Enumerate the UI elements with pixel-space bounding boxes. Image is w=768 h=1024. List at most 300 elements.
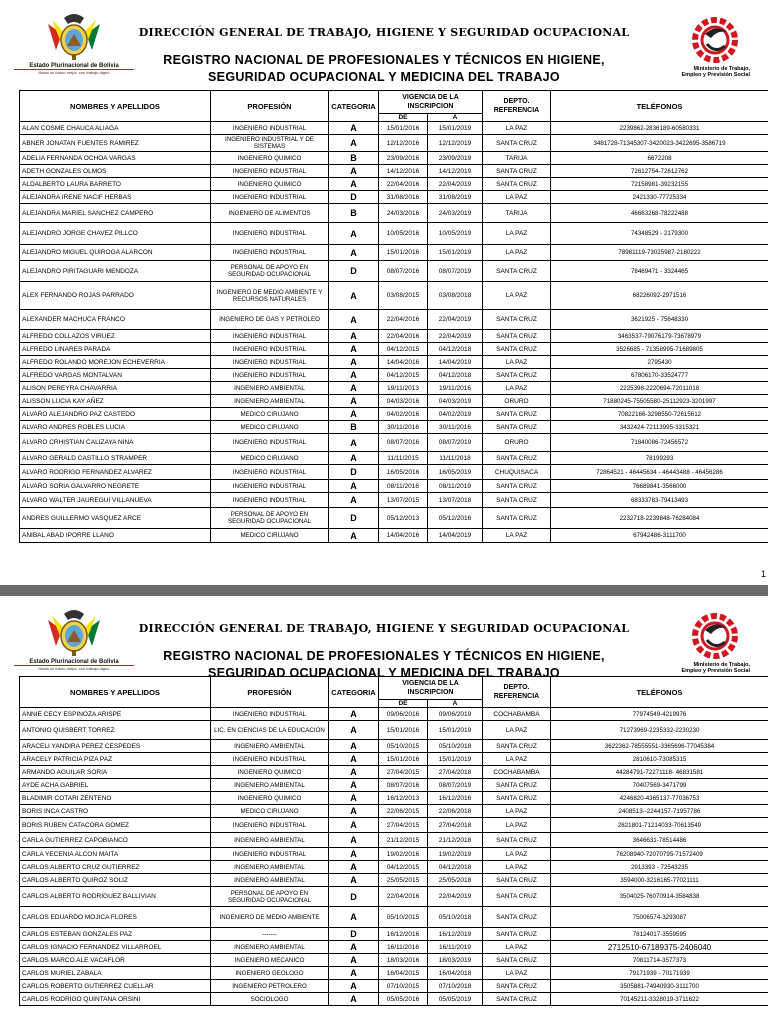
cell-depto: SANTA CRUZ (483, 779, 551, 792)
table-row (20, 818, 768, 833)
table-row (20, 805, 768, 818)
cell-a: 08/07/2019 (428, 434, 483, 452)
table-row (20, 191, 768, 204)
table-row (20, 993, 768, 1006)
table-row (20, 980, 768, 993)
cell-categoria: A (329, 792, 379, 805)
registry-table-page-2 (19, 676, 768, 1006)
cell-profesion: INGENIERO INDUSTRIAL (211, 165, 329, 178)
cell-telefonos: 71273969-2235332-2230230 (551, 721, 768, 740)
table-row (20, 928, 768, 941)
cell-telefonos: 3646631-78514486 (551, 833, 768, 848)
cell-profesion: INGENIERO INDUSTRIAL (211, 330, 329, 343)
cell-depto: LA PAZ (483, 753, 551, 766)
cell-depto: SANTA CRUZ (483, 928, 551, 941)
cell-name: CARLOS RODRIGO QUINTANA ORSINI (20, 993, 211, 1006)
cell-name: ARACELY PATRICIA PIZA PAZ (20, 753, 211, 766)
table-row (20, 465, 768, 480)
cell-depto: CHUQUISACA (483, 465, 551, 480)
cell-a: 04/02/2019 (428, 408, 483, 421)
cell-de: 15/01/2016 (379, 721, 428, 740)
cell-depto: LA PAZ (483, 122, 551, 135)
cell-name: ALDALBERTO LAURA BARRETO (20, 178, 211, 191)
cell-depto: LA PAZ (483, 282, 551, 310)
cell-a: 11/11/2018 (428, 452, 483, 465)
cell-a: 15/01/2019 (428, 721, 483, 740)
cell-de: 15/01/2016 (379, 245, 428, 261)
registry-table-page-1 (19, 90, 768, 543)
cell-depto: LA PAZ (483, 941, 551, 954)
cell-de: 19/02/2016 (379, 848, 428, 861)
cell-de: 19/11/2013 (379, 382, 428, 395)
cell-telefonos: 2712510-67189375-2406040 (551, 941, 768, 954)
cell-categoria: D (329, 928, 379, 941)
cell-depto: SANTA CRUZ (483, 508, 551, 529)
cell-categoria: D (329, 887, 379, 907)
cell-telefonos: 2232718-2239848-76284084 (551, 508, 768, 529)
cell-telefonos: 67942486-3111700 (551, 529, 768, 543)
cell-a: 19/11/2016 (428, 382, 483, 395)
cell-a: 22/04/2019 (428, 330, 483, 343)
cell-depto: SANTA CRUZ (483, 135, 551, 152)
cell-de: 10/05/2016 (379, 223, 428, 245)
cell-profesion: INGENIERO MECANICO (211, 954, 329, 967)
ministry-line-1: Ministerio de Trabajo, (693, 66, 750, 72)
cell-name: CARLOS ALBERTO CRUZ GUTIERREZ (20, 861, 211, 874)
page-header (0, 0, 768, 92)
cell-de: 08/07/2016 (379, 779, 428, 792)
cell-depto: SANTA CRUZ (483, 493, 551, 508)
cell-a: 19/02/2019 (428, 848, 483, 861)
table-row (20, 369, 768, 382)
cell-categoria: A (329, 434, 379, 452)
table-row (20, 356, 768, 369)
cell-categoria: A (329, 310, 379, 330)
cell-de: 15/01/2016 (379, 122, 428, 135)
cell-a: 04/03/2019 (428, 395, 483, 408)
cell-name: ALVARO ALEJANDRO PAZ CASTEDO (20, 408, 211, 421)
cell-categoria: A (329, 907, 379, 928)
cell-telefonos: 72158981-39232155 (551, 178, 768, 191)
cell-categoria: A (329, 708, 379, 721)
cell-telefonos: 44284791-72271118- 46831581 (551, 766, 768, 779)
cell-telefonos: 3622362-78555551-3365696-77045384 (551, 740, 768, 753)
table-row (20, 165, 768, 178)
cell-telefonos: 68226092-2971516 (551, 282, 768, 310)
cell-profesion: INGENIERO QUIMICO (211, 792, 329, 805)
page-header (0, 596, 768, 688)
cell-de: 16/11/2016 (379, 941, 428, 954)
cell-name: BLADIMIR COTARI ZENTENO (20, 792, 211, 805)
cell-telefonos: 3505881-74940930-3111700 (551, 980, 768, 993)
cell-profesion: INGENIERO DE ALIMENTOS (211, 204, 329, 223)
cell-categoria: A (329, 529, 379, 543)
cell-de: 16/12/2016 (379, 928, 428, 941)
col-de: DE (379, 700, 428, 708)
cell-a: 22/04/2019 (428, 310, 483, 330)
table-row (20, 740, 768, 753)
cell-depto: LA PAZ (483, 967, 551, 980)
cell-depto: SANTA CRUZ (483, 165, 551, 178)
cell-profesion: INGENIERO INDUSTRIAL (211, 434, 329, 452)
cell-name: ABNER JONATAN FUENTES RAMIREZ (20, 135, 211, 152)
cell-telefonos: 3621925 - 75648330 (551, 310, 768, 330)
cell-name: BORIS INCA CASTRO (20, 805, 211, 818)
cell-profesion: INGENIERO INDUSTRIAL (211, 848, 329, 861)
col-a: A (428, 114, 483, 122)
table-row (20, 954, 768, 967)
cell-profesion: INGENIERO AMBIENTAL (211, 740, 329, 753)
cell-de: 22/04/2016 (379, 330, 428, 343)
cell-categoria: A (329, 493, 379, 508)
table-row (20, 508, 768, 529)
estado-label: Estado Plurinacional de Bolivia (14, 63, 134, 70)
cell-depto: TARIJA (483, 152, 551, 165)
registry-rows-page-1 (20, 122, 768, 543)
table-row (20, 874, 768, 887)
cell-depto: SANTA CRUZ (483, 887, 551, 907)
cell-name: ANTONIO QUISBERT TORREZ (20, 721, 211, 740)
cell-de: 16/05/2016 (379, 465, 428, 480)
vigencia-line-1: VIGENCIA DE LA (402, 680, 459, 687)
col-telefonos: TELÉFONOS (551, 91, 768, 122)
cell-a: 22/04/2019 (428, 887, 483, 907)
cell-profesion: INGENIERO DE MEDIO AMBIENTE (211, 907, 329, 928)
cell-a: 16/04/2018 (428, 967, 483, 980)
cell-name: CARLOS MURIEL ZABALA (20, 967, 211, 980)
cell-name: ALEXANDER MACHUCA FRANCO (20, 310, 211, 330)
cell-depto: SANTA CRUZ (483, 740, 551, 753)
page-number: 1 (760, 569, 766, 579)
table-row (20, 395, 768, 408)
estado-label: Estado Plurinacional de Bolivia (14, 659, 134, 666)
cell-depto: SANTA CRUZ (483, 452, 551, 465)
cell-a: 07/10/2018 (428, 980, 483, 993)
cell-depto: LA PAZ (483, 529, 551, 543)
col-vigencia (379, 677, 483, 700)
depto-line-2: REFERENCIA (493, 107, 540, 114)
cell-depto: LA PAZ (483, 223, 551, 245)
cell-name: ALAN COSME CHAUCA ALIAGA (20, 122, 211, 135)
cell-telefonos: 2421330-77725334 (551, 191, 768, 204)
cell-categoria: B (329, 421, 379, 434)
cell-depto: LA PAZ (483, 805, 551, 818)
direccion-title: DIRECCIÓN GENERAL DE TRABAJO, HIGIENE Y SEGURIDAD OCUPACIONAL (138, 622, 630, 635)
cell-profesion: INGENIERO AMBIENTAL (211, 382, 329, 395)
col-vigencia (379, 91, 483, 114)
cell-profesion: PERSONAL DE APOYO EN SEGURIDAD OCUPACIONAL (211, 261, 329, 282)
cell-profesion: INGENIERO QUIMICO (211, 766, 329, 779)
cell-telefonos: 2408513--2244157-71957786 (551, 805, 768, 818)
cell-name: ALEJANDRO MIGUEL QUIROGA ALARCON (20, 245, 211, 261)
cell-a: 14/04/2019 (428, 529, 483, 543)
cell-categoria: A (329, 122, 379, 135)
cell-telefonos: 2821801-71214033-70613549 (551, 818, 768, 833)
cell-categoria: A (329, 480, 379, 493)
table-row (20, 779, 768, 792)
cell-telefonos: 71840086-72456572 (551, 434, 768, 452)
cell-telefonos: 75006574-3293087 (551, 907, 768, 928)
cell-profesion: INGENIERO AMBIENTAL (211, 941, 329, 954)
cell-a: 14/12/2019 (428, 165, 483, 178)
cell-a: 22/06/2018 (428, 805, 483, 818)
cell-name: ALFREDO LINARES PARADA (20, 343, 211, 356)
cell-de: 15/01/2016 (379, 753, 428, 766)
col-nombres: NOMBRES Y APELLIDOS (20, 91, 211, 122)
cell-de: 05/05/2016 (379, 993, 428, 1006)
cell-profesion: INGENIERO INDUSTRIAL (211, 191, 329, 204)
cell-profesion: INGENIERO INDUSTRIAL (211, 493, 329, 508)
cell-a: 31/08/2019 (428, 191, 483, 204)
registro-title (0, 52, 768, 86)
cell-de: 23/09/2016 (379, 152, 428, 165)
cell-name: ALFREDO ROLANDO MOREJON ECHEVERRIA (20, 356, 211, 369)
cell-a: 12/12/2019 (428, 135, 483, 152)
cell-a: 13/07/2018 (428, 493, 483, 508)
cell-telefonos: 74348529 - 2179300 (551, 223, 768, 245)
cell-a: 16/12/2016 (428, 792, 483, 805)
registro-line-1: REGISTRO NACIONAL DE PROFESIONALES Y TÉCNICOS EN HIGIENE, (163, 649, 605, 663)
cell-de: 24/03/2016 (379, 204, 428, 223)
ministry-logo (680, 610, 750, 674)
table-row (20, 434, 768, 452)
cell-categoria: A (329, 941, 379, 954)
cell-a: 18/03/2019 (428, 954, 483, 967)
cell-depto: SANTA CRUZ (483, 421, 551, 434)
cell-de: 27/04/2015 (379, 766, 428, 779)
cell-de: 04/02/2016 (379, 408, 428, 421)
cell-a: 08/07/2019 (428, 261, 483, 282)
cell-depto: SANTA CRUZ (483, 310, 551, 330)
cell-a: 14/04/2019 (428, 356, 483, 369)
cell-telefonos: 70822166-3298550-72615612 (551, 408, 768, 421)
cell-profesion: INGENIERO INDUSTRIAL (211, 245, 329, 261)
cell-name: ALEJANDRO JORGE CHAVEZ PILLCO (20, 223, 211, 245)
cell-name: ANIBAL ABAD IPORRE LLANO (20, 529, 211, 543)
cell-de: 05/12/2013 (379, 508, 428, 529)
cell-a: 03/08/2018 (428, 282, 483, 310)
cell-depto: ORURO (483, 395, 551, 408)
table-row (20, 152, 768, 165)
cell-a: 27/04/2018 (428, 818, 483, 833)
cell-depto: SANTA CRUZ (483, 330, 551, 343)
cell-categoria: A (329, 993, 379, 1006)
cell-a: 30/11/2016 (428, 421, 483, 434)
registro-line-1: REGISTRO NACIONAL DE PROFESIONALES Y TÉCNICOS EN HIGIENE, (163, 53, 605, 67)
table-row (20, 261, 768, 282)
table-row (20, 753, 768, 766)
col-categoria: CATEGORIA (329, 91, 379, 122)
cell-categoria: A (329, 805, 379, 818)
ministry-line-2: Empleo y Previsión Social (681, 668, 750, 674)
cell-categoria: A (329, 967, 379, 980)
table-row (20, 382, 768, 395)
cell-a: 04/12/2018 (428, 343, 483, 356)
cell-telefonos: 68333783-79413493 (551, 493, 768, 508)
cell-de: 04/12/2015 (379, 343, 428, 356)
cell-categoria: A (329, 833, 379, 848)
cell-de: 27/04/2015 (379, 818, 428, 833)
cell-depto: SANTA CRUZ (483, 993, 551, 1006)
cell-name: CARLOS MARCO ALE VACAFLOR (20, 954, 211, 967)
cell-categoria: B (329, 152, 379, 165)
cell-profesion: PERSONAL DE APOYO EN SEGURIDAD OCUPACIONAL (211, 887, 329, 907)
col-profesion: PROFESIÓN (211, 91, 329, 122)
cell-name: ALVARO GERALD CASTILLO STRAMPER (20, 452, 211, 465)
ministry-logo (680, 14, 750, 78)
cell-telefonos: 78469471 - 3324465 (551, 261, 768, 282)
cell-depto: SANTA CRUZ (483, 178, 551, 191)
cell-categoria: A (329, 740, 379, 753)
cell-profesion: MEDICO CIRUJANO (211, 408, 329, 421)
col-de: DE (379, 114, 428, 122)
cell-de: 16/12/2013 (379, 792, 428, 805)
cell-categoria: D (329, 261, 379, 282)
cell-profesion: INGENIERO AMBIENTAL (211, 833, 329, 848)
cell-telefonos: 78124017-3559595 (551, 928, 768, 941)
cell-name: ALEJANDRO PIRITAGUARI MENDOZA (20, 261, 211, 282)
cell-name: CARLOS ALBERTO RODRIGUEZ BALLIVIAN (20, 887, 211, 907)
cell-name: ALFREDO COLLAZOS VIRUEZ (20, 330, 211, 343)
cell-name: AYDE ACHA GABRIEL (20, 779, 211, 792)
cell-telefonos: 3463537-79076179-73678979 (551, 330, 768, 343)
cell-telefonos: 72864521 - 46445634 - 46443488 - 46456286 (551, 465, 768, 480)
vigencia-line-2: INSCRIPCION (407, 103, 454, 110)
cell-telefonos: 79171939 - 70171939 (551, 967, 768, 980)
cell-a: 09/06/2019 (428, 708, 483, 721)
cell-profesion: INGENIERO INDUSTRIAL (211, 343, 329, 356)
cell-depto: SANTA CRUZ (483, 874, 551, 887)
cell-de: 16/04/2015 (379, 967, 428, 980)
cell-categoria: A (329, 980, 379, 993)
cell-profesion: INGENIERO QUIMICO (211, 178, 329, 191)
cell-telefonos: 78981119-73025987-2180222 (551, 245, 768, 261)
cell-de: 22/04/2016 (379, 887, 428, 907)
cell-categoria: A (329, 178, 379, 191)
cell-de: 22/04/2016 (379, 310, 428, 330)
lema-label: Hacia un futuro mejor, con trabajo digno (38, 70, 110, 75)
cell-profesion: INGENIERO INDUSTRIAL (211, 753, 329, 766)
table-row (20, 310, 768, 330)
cell-profesion: ------- (211, 928, 329, 941)
cell-profesion: INGENIERO DE MEDIO AMBIENTE Y RECURSOS NATURALES (211, 282, 329, 310)
col-depto (483, 91, 551, 122)
table-row (20, 529, 768, 543)
cell-de: 18/03/2016 (379, 954, 428, 967)
cell-de: 08/11/2016 (379, 480, 428, 493)
col-categoria: CATEGORIA (329, 677, 379, 708)
ministry-line-2: Empleo y Previsión Social (681, 72, 750, 78)
table-row (20, 480, 768, 493)
cell-depto: LA PAZ (483, 382, 551, 395)
cell-de: 25/05/2015 (379, 874, 428, 887)
cell-name: CARLOS ROBERTO GUTIERREZ CUELLAR (20, 980, 211, 993)
cell-categoria: A (329, 223, 379, 245)
cell-depto: SANTA CRUZ (483, 954, 551, 967)
cell-depto: LA PAZ (483, 356, 551, 369)
cell-de: 09/06/2016 (379, 708, 428, 721)
cell-name: ALVARO WALTER JAUREGUI VILLANUEVA (20, 493, 211, 508)
cell-profesion: INGENIERO INDUSTRIAL Y DE SISTEMAS (211, 135, 329, 152)
table-row (20, 122, 768, 135)
ministry-gear-icon (687, 14, 743, 64)
cell-profesion: INGENIERO AMBIENTAL (211, 861, 329, 874)
cell-depto: SANTA CRUZ (483, 408, 551, 421)
cell-telefonos: 70145211-3328019-3711622 (551, 993, 768, 1006)
cell-de: 08/07/2016 (379, 261, 428, 282)
cell-depto: LA PAZ (483, 848, 551, 861)
cell-de: 05/10/2015 (379, 740, 428, 753)
cell-name: ALISON PEREYRA CHAVARRIA (20, 382, 211, 395)
cell-name: ALEJANDRA MARIEL SANCHEZ CAMPERO (20, 204, 211, 223)
cell-a: 25/05/2018 (428, 874, 483, 887)
cell-a: 08/07/2019 (428, 779, 483, 792)
cell-a: 04/12/2018 (428, 861, 483, 874)
cell-a: 24/03/2019 (428, 204, 483, 223)
cell-name: ALVARO SORIA GALVARRO NEGRETE (20, 480, 211, 493)
table-row (20, 848, 768, 861)
cell-profesion: INGENIERO INDUSTRIAL (211, 223, 329, 245)
cell-telefonos: 4246820-4365137-77036753 (551, 792, 768, 805)
cell-name: CARLOS ESTEBAN GONZALES PAZ (20, 928, 211, 941)
cell-telefonos: 3481728-71345307-3420023-3422695-3586719 (551, 135, 768, 152)
cell-categoria: D (329, 465, 379, 480)
cell-profesion: MEDICO CIRUJANO (211, 421, 329, 434)
cell-categoria: A (329, 343, 379, 356)
cell-depto: SANTA CRUZ (483, 369, 551, 382)
registro-line-2: SEGURIDAD OCUPACIONAL Y MEDICINA DEL TRABAJO (208, 666, 560, 680)
cell-name: ALVARO CRHISTIAN CALIZAYA NINA (20, 434, 211, 452)
table-row (20, 452, 768, 465)
cell-depto: ORURO (483, 434, 551, 452)
col-telefonos: TELÉFONOS (551, 677, 768, 708)
table-row (20, 721, 768, 740)
table-row (20, 493, 768, 508)
cell-name: ANNIE CECY ESPINOZA ARISPE (20, 708, 211, 721)
cell-profesion: INGENIERO INDUSTRIAL (211, 122, 329, 135)
cell-a: 05/10/2018 (428, 907, 483, 928)
table-row (20, 135, 768, 152)
cell-a: 10/05/2019 (428, 223, 483, 245)
depto-line-1: DEPTO. (503, 98, 530, 105)
cell-name: ALVARO ANDRES ROBLES LUCIA (20, 421, 211, 434)
cell-de: 31/08/2016 (379, 191, 428, 204)
cell-categoria: A (329, 848, 379, 861)
cell-depto: SANTA CRUZ (483, 833, 551, 848)
cell-a: 15/01/2019 (428, 753, 483, 766)
cell-profesion: INGENIERO PETROLERO (211, 980, 329, 993)
cell-categoria: A (329, 753, 379, 766)
cell-a: 04/12/2018 (428, 369, 483, 382)
cell-categoria: A (329, 395, 379, 408)
vigencia-line-1: VIGENCIA DE LA (402, 94, 459, 101)
cell-telefonos: 3594000-3216165-77021111 (551, 874, 768, 887)
table-row (20, 408, 768, 421)
cell-categoria: A (329, 954, 379, 967)
cell-de: 07/10/2015 (379, 980, 428, 993)
cell-telefonos: 70811714-3577373 (551, 954, 768, 967)
cell-profesion: MEDICO CIRUJANO (211, 452, 329, 465)
cell-name: ADELIA FERNANDA OCHOA VARGAS (20, 152, 211, 165)
cell-depto: LA PAZ (483, 818, 551, 833)
table-row (20, 421, 768, 434)
cell-profesion: MEDICO CIRUJANO (211, 805, 329, 818)
cell-profesion: INGENIERO INDUSTRIAL (211, 369, 329, 382)
cell-de: 03/08/2015 (379, 282, 428, 310)
cell-telefonos: 6672208 (551, 152, 768, 165)
cell-telefonos: 78199293 (551, 452, 768, 465)
cell-de: 04/03/2016 (379, 395, 428, 408)
